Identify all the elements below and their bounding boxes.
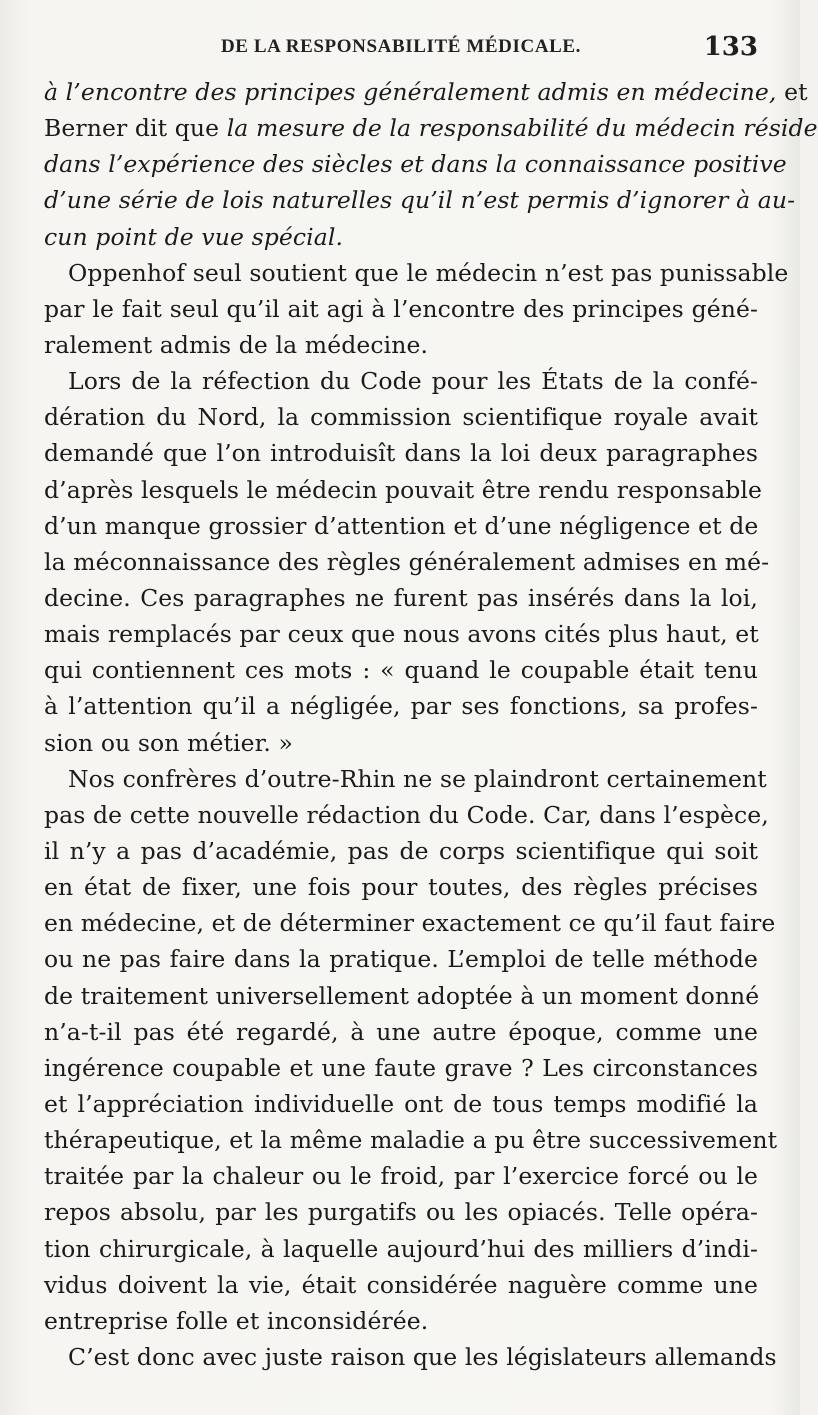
text-line (44, 110, 818, 146)
text-line (44, 1194, 758, 1230)
text-line (44, 182, 796, 218)
text-span: dération du Nord, la commission scientifique royale avait (44, 403, 758, 432)
text-span: la méconnaissance des règles généralement admises en mé- (44, 547, 770, 576)
text-line (44, 1339, 777, 1375)
text-line (44, 146, 787, 182)
text-line (44, 1303, 758, 1339)
italic-text: la mesure de la responsabilité du médecin réside (226, 114, 818, 143)
text-line (44, 761, 767, 797)
text-span: ralement admis de la médecine. (44, 330, 429, 359)
text-line (44, 1267, 758, 1303)
text-span: demandé que l’on introduisît dans la loi deux paragraphes (44, 439, 758, 468)
italic-text: cun point de vue spécial. (44, 222, 344, 251)
text-line (44, 941, 758, 977)
text-span: sion ou son métier. » (44, 728, 294, 757)
text-span: en médecine, et de déterminer exactement ce qu’il faut faire (44, 909, 776, 938)
text-line (44, 435, 758, 471)
text-line (44, 1158, 758, 1194)
running-title: DE LA RESPONSABILITÉ MÉDICALE. (220, 36, 582, 57)
text-span: vidus doivent la vie, était considérée naguère comme une (44, 1270, 758, 1299)
text-span: Nos confrères d’outre-Rhin ne se plaindront certainement (68, 764, 767, 793)
text-line (44, 291, 758, 327)
text-span: pas de cette nouvelle rédaction du Code. Car, dans l’espèce, (44, 800, 769, 829)
text-line (44, 74, 808, 110)
text-line (44, 327, 758, 363)
text-line (44, 580, 758, 616)
text-span: Lors de la réfection du Code pour les États de la confé- (68, 367, 758, 396)
text-line (44, 1014, 758, 1050)
text-span: par le fait seul qu’il ait agi à l’encontre des principes géné- (44, 294, 758, 323)
italic-text: d’une série de lois naturelles qu’il n’est permis d’ignorer à au- (44, 186, 796, 215)
text-line (44, 905, 776, 941)
text-span: il n’y a pas d’académie, pas de corps scientifique qui soit (44, 836, 758, 865)
text-line (44, 255, 789, 291)
text-span: C’est donc avec juste raison que les législateurs allemands (68, 1342, 777, 1371)
text-span: qui contiennent ces mots : « quand le coupable était tenu (44, 656, 758, 685)
text-line (44, 1231, 758, 1267)
text-line (44, 652, 758, 688)
text-line (44, 399, 758, 435)
italic-text: à l’encontre des principes généralement admis en médecine, (44, 78, 777, 106)
text-line (44, 1122, 778, 1158)
text-span: et l’appréciation individuelle ont de tous temps modifié la (44, 1089, 758, 1118)
text-span: thérapeutique, et la même maladie a pu être successivement (44, 1126, 778, 1155)
text-span: à l’attention qu’il a négligée, par ses fonctions, sa profes- (44, 692, 758, 721)
text-span: ingérence coupable et une faute grave ? Les circonstances (44, 1053, 758, 1082)
text-span: decine. Ces paragraphes ne furent pas insérés dans la loi, (44, 583, 758, 612)
text-span: Berner dit que (44, 114, 227, 143)
text-span: mais remplacés par ceux que nous avons cités plus haut, et (44, 620, 759, 649)
text-line (44, 797, 769, 833)
text-line (44, 616, 758, 652)
text-line (44, 978, 758, 1014)
text-span: et (776, 78, 808, 106)
text-line (44, 472, 762, 508)
text-span: d’un manque grossier d’attention et d’une négligence et de (44, 511, 759, 540)
text-span: Oppenhof seul soutient que le médecin n’est pas punissable (68, 258, 789, 287)
text-span: tion chirurgicale, à laquelle aujourd’hui des milliers d’indi- (44, 1234, 758, 1263)
text-span: d’après lesquels le médecin pouvait être rendu responsable (44, 475, 762, 504)
text-span: traitée par la chaleur ou le froid, par l’exercice forcé ou le (44, 1162, 758, 1191)
text-line (44, 725, 758, 761)
text-span: en état de fixer, une fois pour toutes, des règles précises (44, 873, 758, 902)
text-span: de traitement universellement adoptée à un moment donné (44, 981, 760, 1010)
text-line (44, 869, 758, 905)
text-line (44, 544, 770, 580)
text-span: ou ne pas faire dans la pratique. L’emploi de telle méthode (44, 945, 758, 974)
text-line (44, 508, 758, 544)
text-line (44, 833, 758, 869)
text-line (44, 219, 758, 255)
page-header (44, 32, 758, 66)
text-span: n’a-t-il pas été regardé, à une autre époque, comme une (44, 1017, 758, 1046)
text-span: repos absolu, par les purgatifs ou les opiacés. Telle opéra- (44, 1198, 758, 1227)
text-line (44, 1086, 758, 1122)
italic-text: dans l’expérience des siècles et dans la connaissance positive (44, 150, 787, 179)
text-line (44, 1050, 758, 1086)
text-line (44, 688, 758, 724)
page-number: 133 (703, 32, 758, 62)
text-span: entreprise folle et inconsidérée. (44, 1306, 429, 1335)
text-line (44, 363, 758, 399)
body-text (44, 74, 818, 1375)
